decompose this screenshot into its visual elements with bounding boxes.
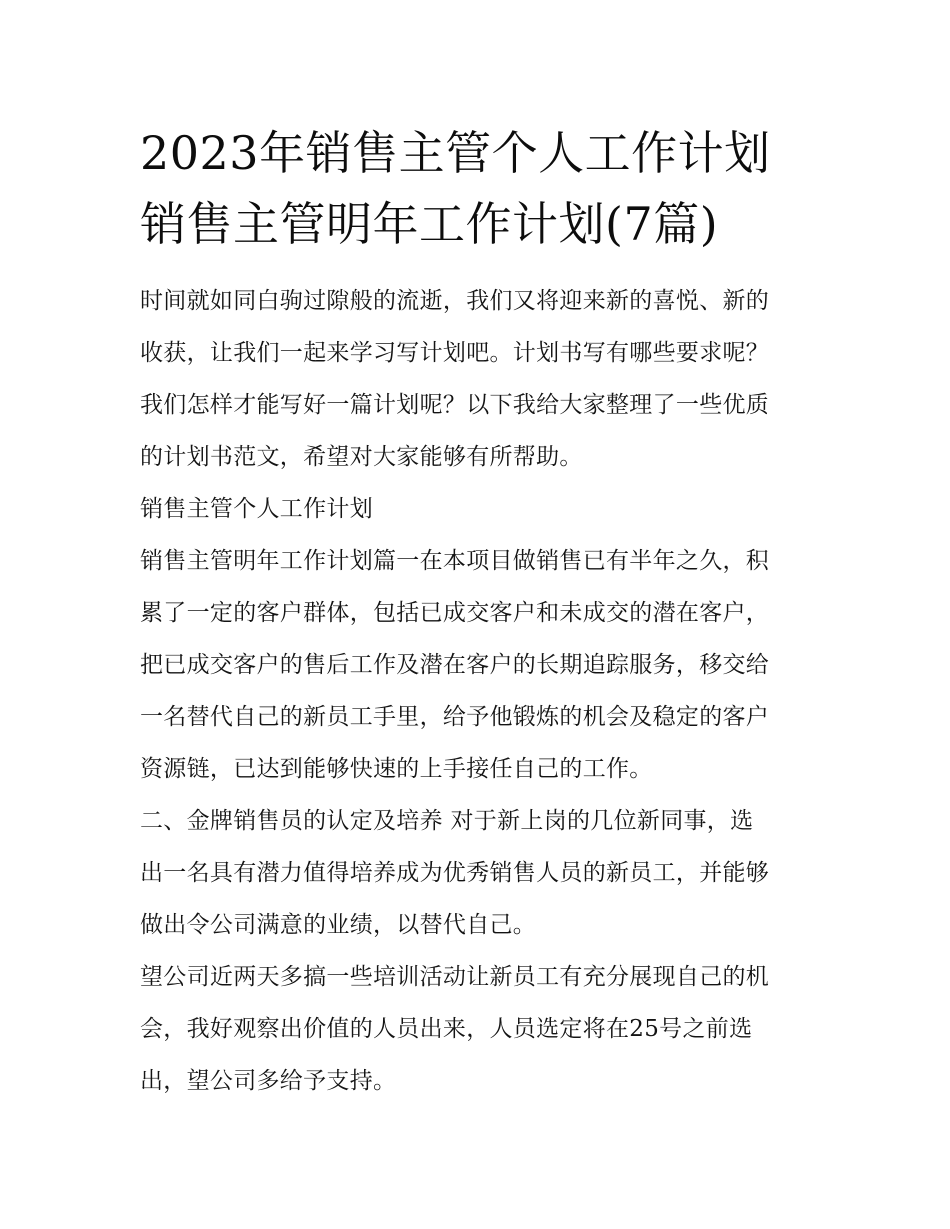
- title-line-1: 2023年销售主管个人工作计划: [140, 126, 771, 180]
- para3-line-1: 望公司近两天多搞一些培训活动让新员工有充分展现自己的机: [140, 964, 770, 990]
- para2-line-2: 出一名具有潜力值得培养成为优秀销售人员的新员工，并能够: [140, 860, 770, 886]
- para1-line-4: 一名替代自己的新员工手里，给予他锻炼的机会及稳定的客户: [140, 704, 770, 730]
- document-body: [140, 282, 820, 1114]
- section-heading-text: 销售主管个人工作计划: [140, 496, 373, 522]
- intro-paragraph: [140, 282, 820, 490]
- paragraph-1: [140, 542, 820, 802]
- paragraph-2: [140, 802, 820, 958]
- para2-line-3: 做出令公司满意的业绩，以替代自己。: [140, 912, 537, 938]
- para3-line-2: 会，我好观察出价值的人员出来，人员选定将在25号之前选: [140, 1016, 753, 1042]
- para1-line-2: 累了一定的客户群体，包括已成交客户和未成交的潜在客户，: [140, 600, 770, 626]
- para1-line-1: 销售主管明年工作计划篇一在本项目做销售已有半年之久，积: [140, 548, 770, 574]
- para1-line-5: 资源链，已达到能够快速的上手接任自己的工作。: [140, 756, 653, 782]
- document-title: [140, 118, 820, 260]
- para2-line-1: 二、金牌销售员的认定及培养 对于新上岗的几位新同事，选: [140, 808, 754, 834]
- para3-line-3: 出，望公司多给予支持。: [140, 1068, 397, 1094]
- paragraph-3: [140, 958, 820, 1114]
- intro-line-1: 时间就如同白驹过隙般的流逝，我们又将迎来新的喜悦、新的: [140, 288, 770, 314]
- title-line-2: 销售主管明年工作计划(7篇): [140, 197, 719, 251]
- section-heading: [140, 490, 820, 542]
- intro-line-2: 收获，让我们一起来学习写计划吧。计划书写有哪些要求呢？: [140, 340, 770, 366]
- intro-line-3: 我们怎样才能写好一篇计划呢？以下我给大家整理了一些优质: [140, 392, 770, 418]
- para1-line-3: 把已成交客户的售后工作及潜在客户的长期追踪服务，移交给: [140, 652, 770, 678]
- intro-line-4: 的计划书范文，希望对大家能够有所帮助。: [140, 444, 583, 470]
